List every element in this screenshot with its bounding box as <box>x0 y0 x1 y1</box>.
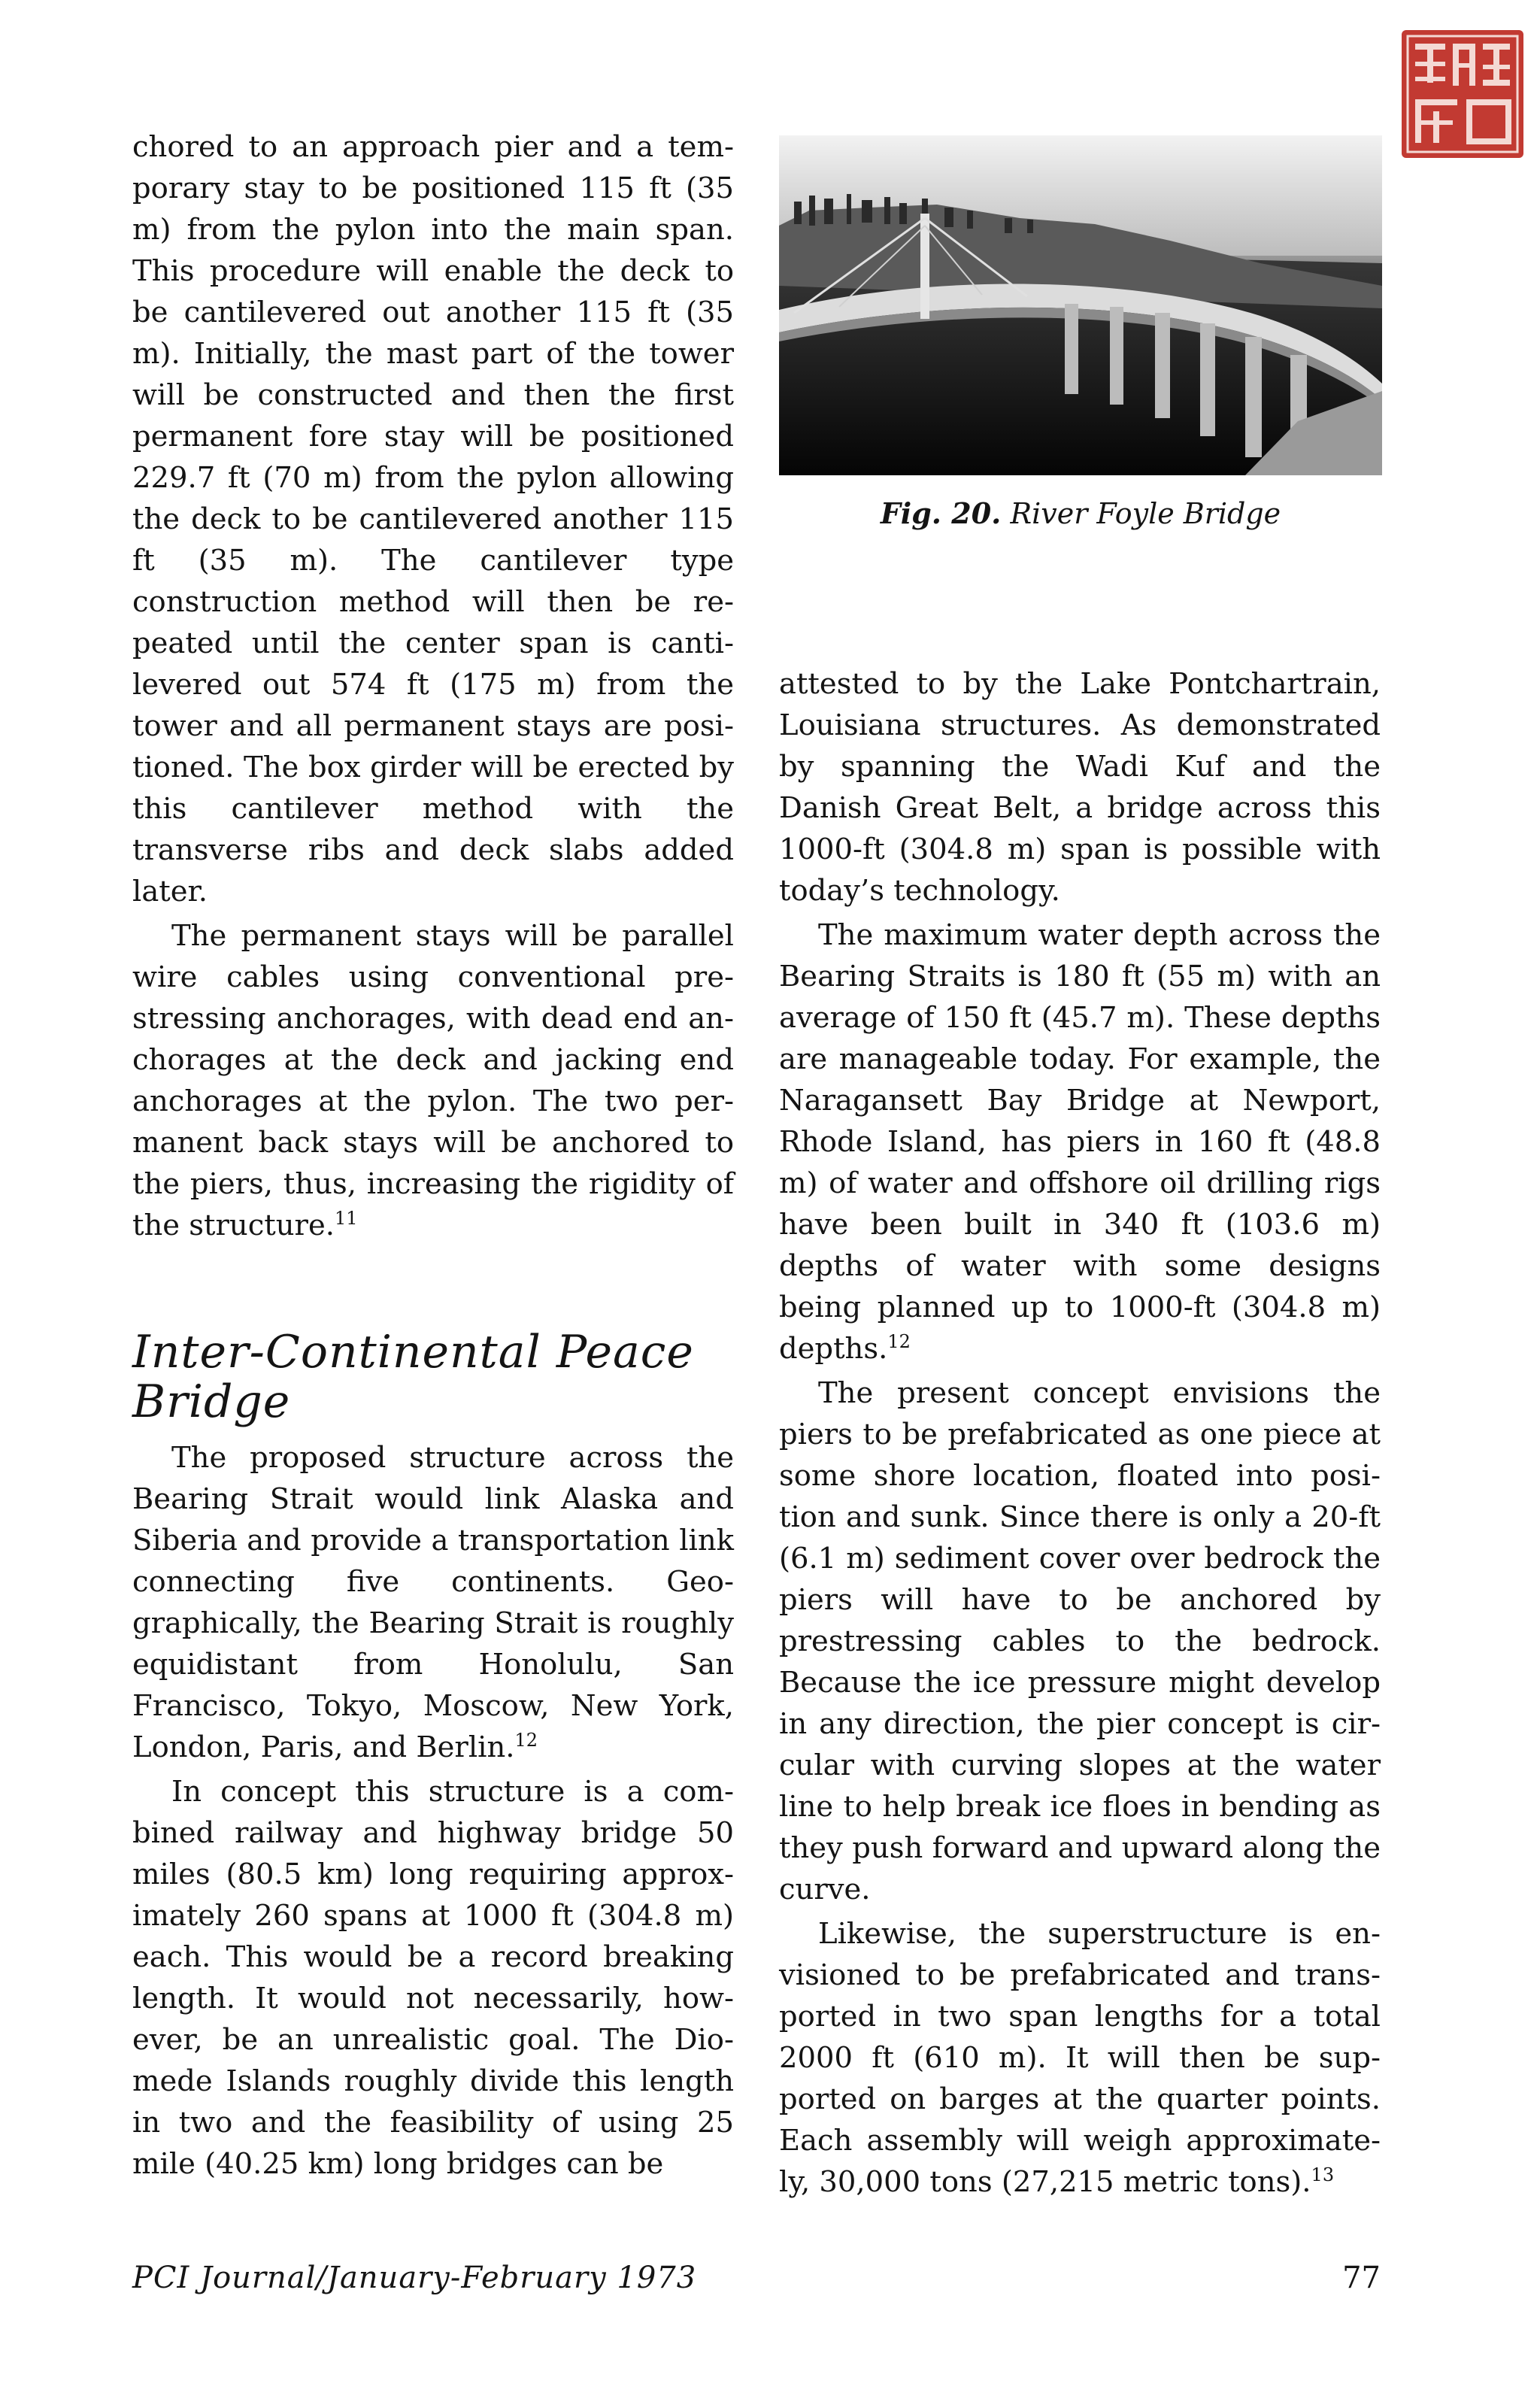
body-paragraph: The maximum water depth across the Bearing Straits is 180 ft (55 m) with an average of 150 ft (45.7 m). These depths are manageable today. For example, the Naragansett Bay Bridge at Newport, Rhode Island, has piers in 160 ft (48.8 m) of water and offshore oil drilling rigs have been built in 340 ft (103.6 m) depths of water with some designs being planned up to 1000-ft (304.8 m) depths.$^{12}$ <box>779 918 1381 1366</box>
library-seal-stamp <box>1399 27 1526 161</box>
left-column <box>132 126 734 2188</box>
body-paragraph: The proposed structure across the Bearing Strait would link Alaska and Siberia and provide a transportation link connecting five continents. Geographically, the Bearing Strait is roughly equidistant from Honolulu, San Francisco, Tokyo, Moscow, New York, London, Paris, and Berlin.$^{12}$ <box>132 1441 734 1764</box>
body-paragraph: chored to an approach pier and a temporary stay to be positioned 115 ft (35 m) from the pylon into the main span. This procedure will enable the deck to be cantilevered out another 115 ft (35 m). Initially, the mast part of the tower will be constructed and then the first permanent fore stay will be positioned 229.7 ft (70 m) from the pylon allowing the deck to be cantilevered another 115 ft (35 m). The cantilever type construction method will then be repeated until the center span is cantilevered out 574 ft (175 m) from the tower and all permanent stays are positioned. The box girder will be erected by this cantilever method with the transverse ribs and deck slabs added later. <box>132 130 734 908</box>
figure <box>779 135 1382 532</box>
figure-title: River Foyle Bridge <box>1010 497 1281 530</box>
figure-caption <box>779 495 1382 532</box>
reference-superscript: 11 <box>334 1208 358 1230</box>
body-paragraph: The present concept envisions the piers to be prefabricated as one piece at some shore location, floated into position and sunk. Since there is only a 20-ft (6.1 m) sediment cover over bedrock the piers will have to be anchored by prestressing cables to the bedrock. Because the ice pressure might develop in any direction, the pier concept is circular with curving slopes at the water line to help break ice floes in bending as they push forward and upward along the curve. <box>779 1376 1381 1906</box>
body-paragraph: Likewise, the superstructure is envisioned to be prefabricated and transported in two span lengths for a total 2000 ft (610 m). It will then be supported on barges at the quarter points. Each assembly will weigh approximately, 30,000 tons (27,215 metric tons).$^{13}$ <box>779 1917 1381 2199</box>
body-paragraph: attested to by the Lake Pontchartrain, Louisiana structures. As demonstrated by spanning the Wadi Kuf and the Danish Great Belt, a bridge across this 1000-ft (304.8 m) span is possible with today’s technology. <box>779 667 1381 908</box>
body-paragraph: The permanent stays will be parallel wire cables using conventional prestressing anchorages, with dead end anchorages at the deck and jacking end anchorages at the pylon. The two permanent back stays will be anchored to the piers, thus, increasing the rigidity of the structure.$^{11}$ <box>132 919 734 1242</box>
bridge-photo <box>779 135 1382 475</box>
figure-number: Fig. 20. <box>880 496 1002 530</box>
reference-superscript: 13 <box>1311 2164 1335 2186</box>
body-paragraph: In concept this structure is a combined railway and highway bridge 50 miles (80.5 km) long requiring approximately 260 spans at 1000 ft (304.8 m) each. This would be a record breaking length. It would not necessarily, however, be an unrealistic goal. The Diomede Islands roughly divide this length in two and the feasibility of using 25 mile (40.25 km) long bridges can be <box>132 1775 734 2181</box>
section-heading: Inter-Continental Peace Bridge <box>132 1326 694 1428</box>
page-number: 77 <box>1342 2261 1381 2295</box>
reference-superscript: 12 <box>887 1331 911 1353</box>
reference-superscript: 12 <box>514 1730 538 1751</box>
journal-footer: PCI Journal/January-February 1973 <box>132 2261 697 2295</box>
right-column <box>779 663 1381 2206</box>
